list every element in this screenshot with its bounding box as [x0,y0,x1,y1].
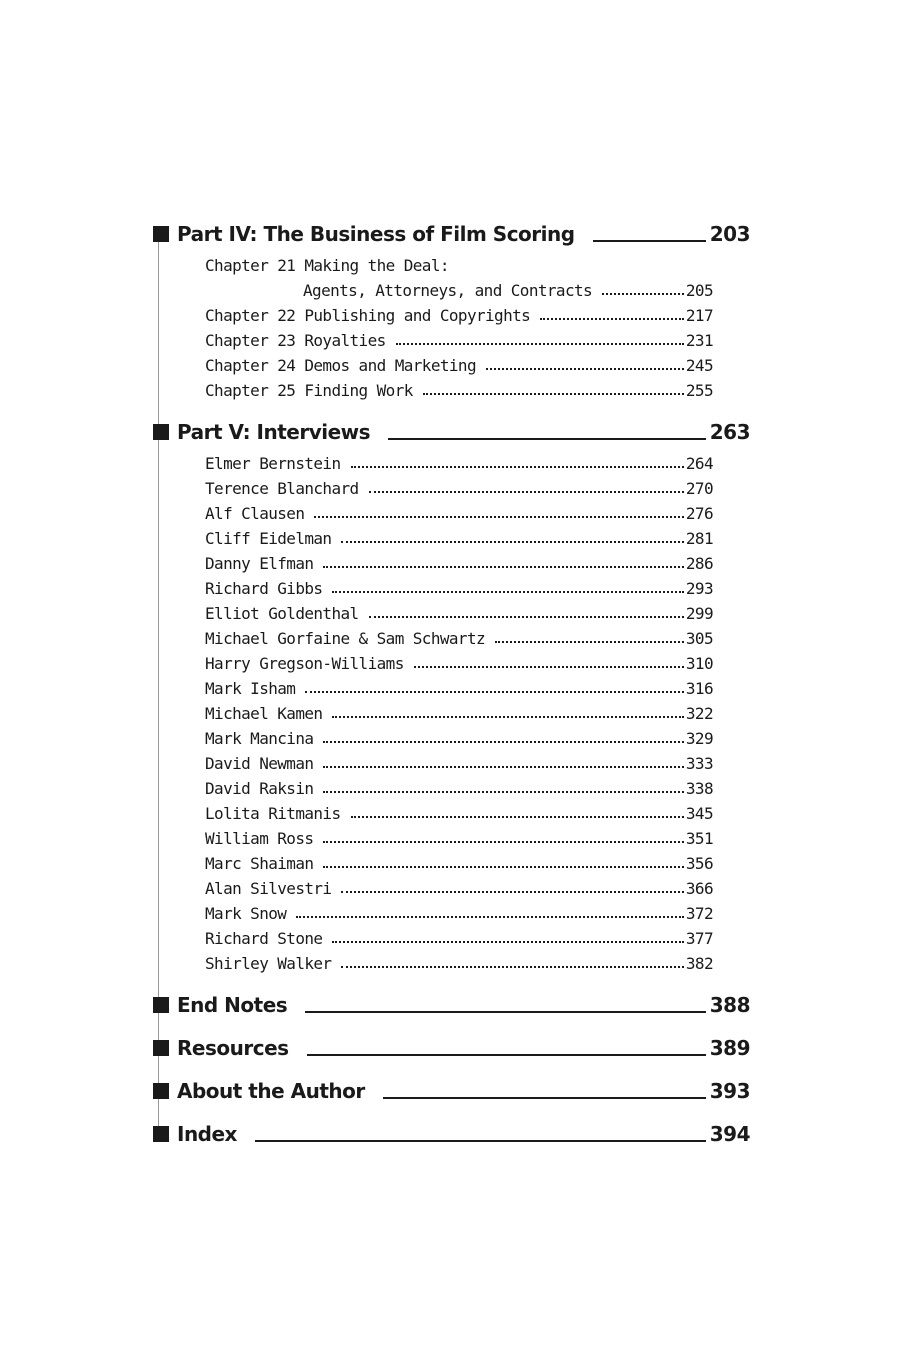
toc-interview-entry[interactable] [205,623,713,648]
bullet-square-icon [153,1083,169,1099]
dot-leader [341,541,683,543]
dot-leader [332,941,683,943]
interview-page-number: 286 [685,554,713,573]
section-page-number: 394 [709,1122,750,1146]
interview-page-number: 356 [685,854,713,873]
dot-leader [351,466,684,468]
dot-leader [369,491,684,493]
interview-name: Mark Mancina [205,729,314,748]
toc-part-v[interactable] [153,412,750,444]
toc-chapter-22[interactable] [205,300,713,325]
interview-name: Michael Kamen [205,704,323,723]
bullet-square-icon [153,424,169,440]
bullet-square-icon [153,1126,169,1142]
interview-page-number: 293 [685,579,713,598]
interview-name: Michael Gorfaine & Sam Schwartz [205,629,486,648]
dot-leader [305,691,684,693]
interview-page-number: 351 [685,829,713,848]
interview-name: Alan Silvestri [205,879,332,898]
interview-page-number: 316 [685,679,713,698]
toc-about-the-author[interactable] [153,1071,750,1103]
chapter-page-number: 231 [685,331,713,350]
toc-interview-entry[interactable] [205,648,713,673]
part-page-number: 263 [709,420,750,444]
dot-leader [323,566,683,568]
section-title: End Notes [177,993,288,1017]
interview-name: William Ross [205,829,314,848]
chapter-title: Chapter 23 Royalties [205,331,386,350]
toc-interview-entry[interactable] [205,873,713,898]
toc-interview-entry[interactable] [205,748,713,773]
interview-name: Shirley Walker [205,954,332,973]
interview-page-number: 305 [685,629,713,648]
toc-chapter-21-line1[interactable] [205,250,713,275]
part-iv-chapters [153,250,750,400]
toc-chapter-24[interactable] [205,350,713,375]
interview-name: Elmer Bernstein [205,454,341,473]
section-title: Index [177,1122,237,1146]
chapter-page-number: 217 [685,306,713,325]
bullet-square-icon [153,1040,169,1056]
toc-interview-entry[interactable] [205,723,713,748]
toc-interview-entry[interactable] [205,498,713,523]
interview-page-number: 338 [685,779,713,798]
toc-chapter-21-line2[interactable] [205,275,713,300]
dot-leader [486,368,684,370]
interview-page-number: 322 [685,704,713,723]
interview-page-number: 276 [685,504,713,523]
section-page-number: 393 [709,1079,750,1103]
interview-page-number: 281 [685,529,713,548]
dot-leader [602,293,684,295]
interview-name: Alf Clausen [205,504,305,523]
interview-name: David Newman [205,754,314,773]
chapter-page-number: 205 [685,281,713,300]
interview-page-number: 270 [685,479,713,498]
section-page-number: 389 [709,1036,750,1060]
part-title: Part IV: The Business of Film Scoring [177,222,575,246]
toc-interview-entry[interactable] [205,848,713,873]
part-v-interviews [153,448,750,973]
interview-name: Marc Shaiman [205,854,314,873]
interview-name: Mark Isham [205,679,296,698]
leader-line [593,240,706,242]
dot-leader [351,816,684,818]
dot-leader [540,318,684,320]
table-of-contents [153,214,750,1146]
toc-interview-entry[interactable] [205,673,713,698]
interview-page-number: 329 [685,729,713,748]
interview-page-number: 366 [685,879,713,898]
dot-leader [495,641,684,643]
interview-name: Danny Elfman [205,554,314,573]
dot-leader [323,791,683,793]
toc-interview-entry[interactable] [205,473,713,498]
dot-leader [323,866,683,868]
interview-page-number: 382 [685,954,713,973]
dot-leader [314,516,684,518]
leader-line [307,1054,706,1056]
dot-leader [423,393,684,395]
dot-leader [414,666,684,668]
interview-name: Richard Stone [205,929,323,948]
toc-interview-entry[interactable] [205,948,713,973]
dot-leader [332,716,683,718]
toc-interview-entry[interactable] [205,523,713,548]
dot-leader [296,916,684,918]
dot-leader [341,891,683,893]
toc-interview-entry[interactable] [205,798,713,823]
section-title: About the Author [177,1079,365,1103]
interview-name: Lolita Ritmanis [205,804,341,823]
interview-name: Mark Snow [205,904,287,923]
leader-line [305,1011,706,1013]
chapter-page-number: 255 [685,381,713,400]
leader-line [388,438,706,440]
interview-page-number: 372 [685,904,713,923]
toc-interview-entry[interactable] [205,698,713,723]
toc-interview-entry[interactable] [205,898,713,923]
toc-interview-entry[interactable] [205,923,713,948]
interview-name: David Raksin [205,779,314,798]
interview-page-number: 377 [685,929,713,948]
chapter-title: Chapter 21 Making the Deal: [205,256,449,275]
bullet-square-icon [153,226,169,242]
interview-page-number: 345 [685,804,713,823]
interview-page-number: 299 [685,604,713,623]
toc-chapter-25[interactable] [205,375,713,400]
part-title: Part V: Interviews [177,420,371,444]
dot-leader [369,616,684,618]
toc-interview-entry[interactable] [205,548,713,573]
dot-leader [332,591,683,593]
interview-page-number: 264 [685,454,713,473]
dot-leader [396,343,684,345]
interview-page-number: 310 [685,654,713,673]
interview-name: Richard Gibbs [205,579,323,598]
interview-name: Harry Gregson-Williams [205,654,404,673]
toc-chapter-23[interactable] [205,325,713,350]
toc-resources[interactable] [153,1028,750,1060]
toc-interview-entry[interactable] [205,823,713,848]
dot-leader [323,766,683,768]
dot-leader [323,741,683,743]
chapter-title: Chapter 25 Finding Work [205,381,413,400]
interview-page-number: 333 [685,754,713,773]
section-page-number: 388 [709,993,750,1017]
interview-name: Elliot Goldenthal [205,604,359,623]
dot-leader [341,966,683,968]
chapter-title-continued: Agents, Attorneys, and Contracts [303,281,593,300]
toc-end-notes[interactable] [153,985,750,1017]
bullet-square-icon [153,997,169,1013]
toc-interview-entry[interactable] [205,598,713,623]
part-page-number: 203 [709,222,750,246]
interview-name: Terence Blanchard [205,479,359,498]
toc-interview-entry[interactable] [205,773,713,798]
chapter-title: Chapter 24 Demos and Marketing [205,356,476,375]
toc-part-iv[interactable] [153,214,750,246]
chapter-title: Chapter 22 Publishing and Copyrights [205,306,531,325]
leader-line [255,1140,706,1142]
interview-name: Cliff Eidelman [205,529,332,548]
toc-interview-entry[interactable] [205,573,713,598]
toc-index[interactable] [153,1114,750,1146]
leader-line [383,1097,706,1099]
toc-interview-entry[interactable] [205,448,713,473]
dot-leader [323,841,683,843]
chapter-page-number: 245 [685,356,713,375]
section-title: Resources [177,1036,289,1060]
